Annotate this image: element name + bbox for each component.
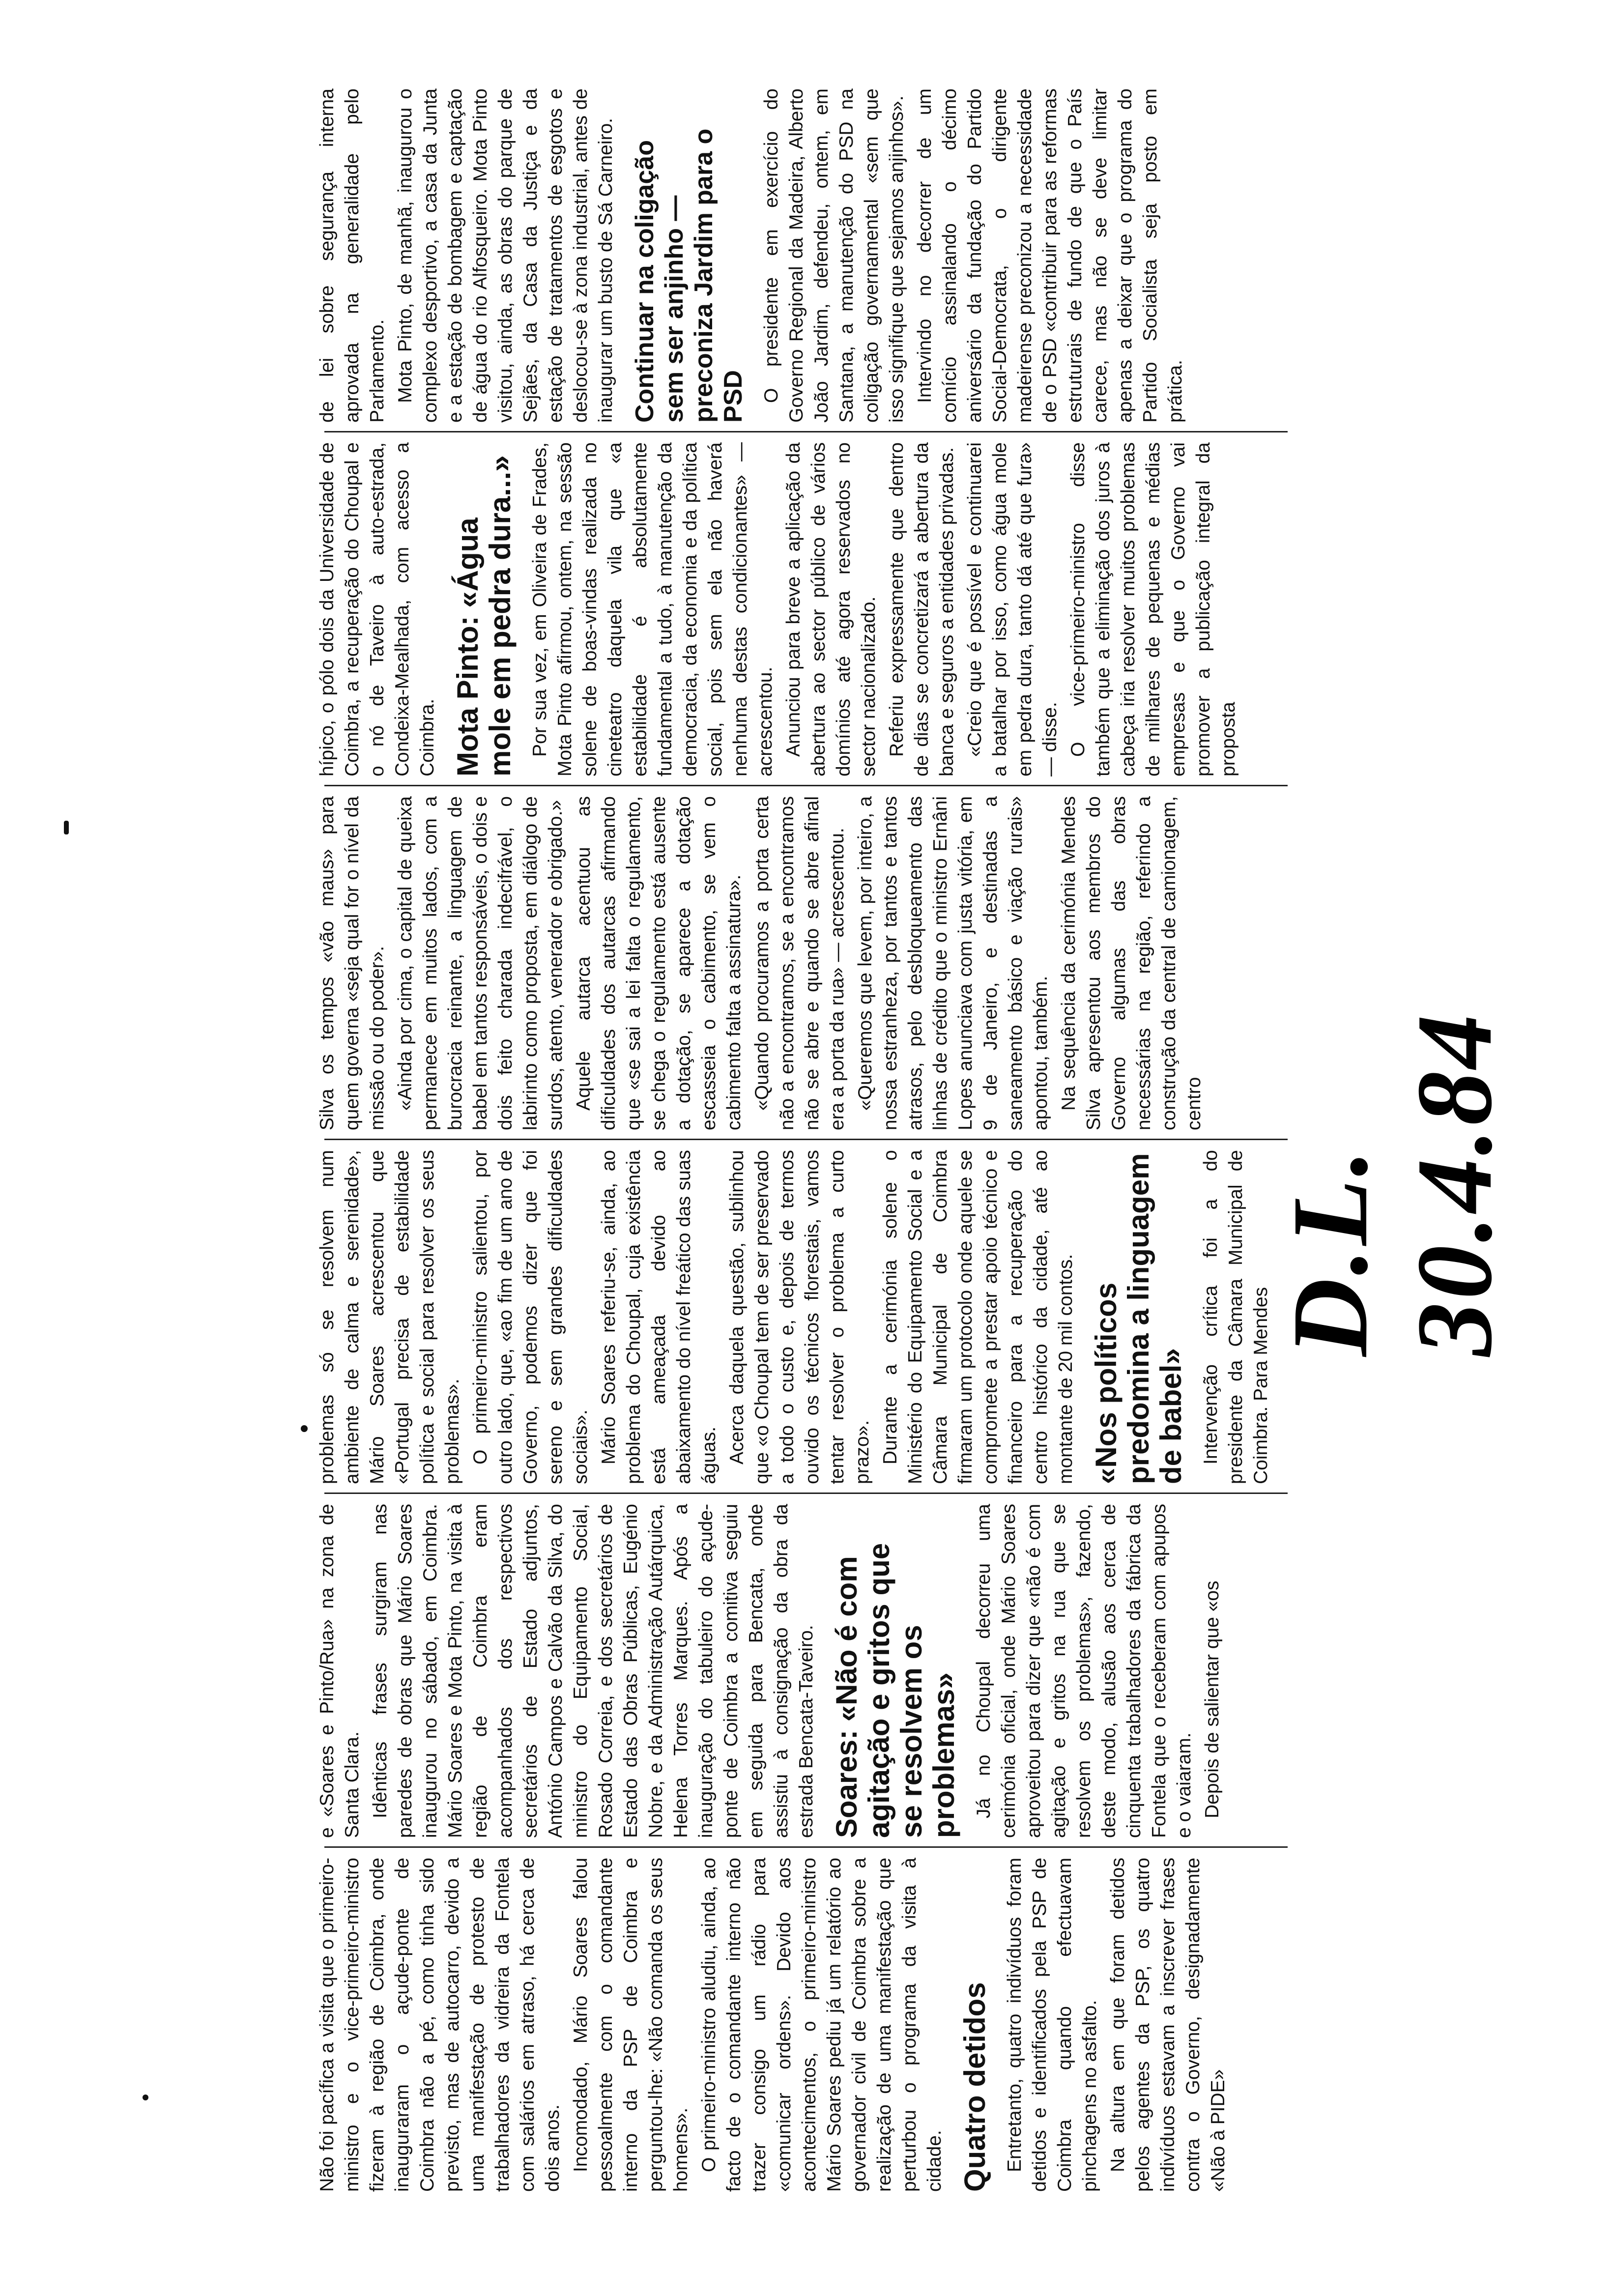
column-rule: [324, 1492, 1288, 1494]
handwritten-date-note: D.L. 30.4.84: [1270, 1011, 1514, 1356]
paragraph: Intervindo no decorrer de um comício assinalando o décimo aniversário da fundação do Partido Social-Democrata, o dirigente madeirense preconizou a necessidade de o PSD «contribuir para as reformas estruturais de fundo de que o País carece, mas não se deve limitar apenas a deixar que o programa do Partido Socialista seja posto em prática.: [914, 88, 1186, 423]
subheading: «Nos políticos predomina a linguagem de babel»: [1090, 1153, 1187, 1484]
paragraph: Intervenção crítica foi a do presidente da Câmara Municipal de Coimbra. Para Mendes: [1200, 1150, 1271, 1484]
paragraph: O presidente em exercício do Governo Regional da Madeira, Alberto João Jardim, defendeu, ontem, em Santana, a manutenção do PSD na coligação governamental «sem que isso signifique que sejamos anjinhos».: [761, 88, 907, 423]
paragraph: Acerca daquela questão, sublinhou que «o Choupal tem de ser preservado a todo o custo e, depois de termos ouvido os técnicos florestais, vamos tentar resolver o problema a curto prazo».: [726, 1150, 873, 1484]
scan-speck: [301, 1425, 308, 1432]
newspaper-clipping: [315, 79, 1297, 2192]
paragraph: Por sua vez, em Oliveira de Frades, Mota Pinto afirmou, ontem, na sessão solene de boas-vindas realizada no cineteatro daquela vila que «a estabilidade é absolutamente fundamental a tudo, à manutenção da democracia, da economia e da política social, pois sem ela não haverá nenhuma destas condicionantes» — acrescentou.: [529, 442, 776, 776]
paragraph: Silva os tempos «vão maus» para quem governa «seja qual for o nível da missão ou do poder».: [317, 796, 388, 1130]
paragraph: Durante a cerimónia solene o Ministério do Equipamento Social e a Câmara Municipal de Coimbra firmaram um protocolo onde aquele se compromete a prestar apoio técnico e financeiro para a recuperação do centro histórico da cidade, até ao montante de 20 mil contos.: [880, 1150, 1076, 1484]
subheading: Continuar na coligação sem ser anjinho — preconiza Jardim para o PSD: [631, 128, 748, 423]
paragraph: «Queremos que levem, por inteiro, a nossa estranheza, por tantos e tantos atrasos, pelo desbloqueamento das linhas de crédito que o ministro Ernâni Lopes anunciava com justa vitória, em 9 de Janeiro, e destinadas a saneamento básico e viação rurais» apontou, também.: [855, 796, 1051, 1130]
paragraph: O primeiro-ministro salientou, por outro lado, que, «ao fim de um ano de Governo, podemos dizer que foi sereno e sem grandes dificuldades sociais».: [470, 1150, 591, 1484]
paragraph: O primeiro-ministro aludiu, ainda, ao facto de o comandante interno não trazer consigo um rádio para «comunicar ordens». Devido aos acontecimentos, o primeiro-ministro Mário Soares pediu já um relatório ao governador civil de Coimbra sobre a realização de uma manifestação que perturbou o programa da visita à cidade.: [698, 1858, 945, 2192]
paragraph: O vice-primeiro-ministro disse também que a eliminação dos juros à cabeça iria resolver muitos problemas de milhares de pequenas e médias empresas e que o Governo vai promover a publicação integral da proposta: [1067, 442, 1239, 776]
paragraph: Mário Soares referiu-se, ainda, ao problema do Choupal, cuja existência está ameaçada devido ao abaixamento do nível freático das suas águas.: [598, 1150, 720, 1484]
paragraph: Na sequência da cerimónia Mendes Silva apresentou aos membros do Governo algumas das obras necessárias na região, referindo a construção da central de camionagem, centro: [1058, 796, 1205, 1130]
article-column-6: [315, 88, 1297, 423]
column-rule: [324, 1139, 1288, 1140]
column-rule: [324, 431, 1288, 432]
article-column-3: [315, 1150, 1297, 1484]
article-column-2: [315, 1504, 1297, 1838]
paragraph: «Creio que é possível e continuarei a batalhar por isso, como água mole em pedra dura, tanto dá até que fura» — disse.: [964, 442, 1061, 776]
paragraph: Incomodado, Mário Soares falou pessoalmente com o comandante interno da PSP de Coimbra e perguntou-lhe: «Não comanda os seus homens».: [570, 1858, 691, 2192]
subheading: Quatro detidos: [958, 1982, 991, 2192]
paragraph: Não foi pacífica a visita que o primeiro-ministro e o vice-primeiro-ministro fizeram à região de Coimbra, onde inauguraram o açude-ponte de Coimbra não a pé, como tinha sido previsto, mas de autocarro, devido a uma manifestação de protesto de trabalhadores da vidreira da Fontela com salários em atraso, há cerca de dois anos.: [317, 1858, 563, 2192]
paragraph: Depois de salientar que «os: [1202, 1580, 1223, 1818]
paragraph: Na altura em que foram detidos pelos agentes da PSP, os quatro indivíduos estavam a inscrever frases contra o Governo, designadamente «Não à PIDE»: [1107, 1858, 1229, 2192]
article-column-4: [315, 796, 1297, 1130]
paragraph: Anunciou para breve a aplicação da abertura ao sector público de vários domínios até agora reservados no sector nacionalizado.: [783, 442, 879, 776]
article-column-1: [315, 1858, 1297, 2192]
paragraph: «Quando procuramos a porta certa não a encontramos, se a encontramos não se abre e quando se abre afinal era a porta da rua» — acrescentou.: [751, 796, 848, 1130]
paragraph: Idênticas frases surgiram nas paredes de obras que Mário Soares inaugurou no sábado, em Coimbra. Mário Soares e Mota Pinto, na visita à região de Coimbra eram acompanhados dos respectivos secretários de Estado adjuntos, António Campos e Calvão da Silva, do ministro do Equipamento Social, Rosado Correia, e dos secretários de Estado das Obras Públicas, Eugénio Nobre, e da Administração Autárquica, Helena Torres Marques. Após a inauguração do tabuleiro do açude-ponte de Coimbra a comitiva seguiu em seguida para Bencata, onde assistiu à consignação da obra da estrada Bencata-Taveiro.: [370, 1504, 817, 1838]
paragraph: problemas só se resolvem num ambiente de calma e serenidade», Mário Soares acrescentou que «Portugal precisa de estabilidade política e social para resolver os seus problemas».: [317, 1150, 463, 1484]
paragraph: Entretanto, quatro indivíduos foram detidos e identificados pela PSP de Coimbra quando efectuavam pinchagens no asfalto.: [1004, 1858, 1100, 2192]
paragraph: hípico, o pólo dois da Universidade de Coimbra, a recuperação do Choupal e o nó de Taveiro à auto-estrada, Condeixa-Mealhada, com acesso a Coimbra.: [317, 442, 438, 776]
paragraph: Já no Choupal decorreu uma cerimónia oficial, onde Mário Soares aproveitou para dizer que «não é com agitação e gritos na rua que se resolvem os problemas», fazendo, deste modo, alusão aos cerca de cinquenta trabalhadores da fábrica da Fontela que o receberam com apupos e o vaiaram.: [973, 1504, 1195, 1838]
article-column-5: [315, 442, 1297, 776]
column-rule: [324, 1846, 1288, 1848]
column-rule: [324, 785, 1288, 786]
paragraph: e «Soares e Pinto/Rua» na zona de Santa Clara.: [317, 1504, 363, 1838]
paragraph: de lei sobre segurança interna aprovada na generalidade pelo Parlamento.: [317, 88, 388, 423]
scan-speck: [143, 2095, 148, 2100]
paragraph: Referiu expressamente que dentro de dias se concretizará a abertura da banca e seguros a entidades privadas.: [886, 442, 957, 776]
paragraph: Mota Pinto, de manhã, inaugurou o complexo desportivo, a casa da Junta e a estação de bombagem e captação de água do rio Alfosqueiro. Mota Pinto visitou, ainda, as obras do parque de Sejães, da Casa da Justiça e da estação de tratamentos de esgotos e deslocou-se à zona industrial, antes de inaugurar um busto de Sá Carneiro.: [395, 88, 616, 423]
paragraph: «Ainda por cima, o capital de queixa permanece em muitos lados, com a burocracia reinante, a linguagem de babel em tantos responsáveis, o dois e dois feito charada indecifrável, o labirinto como proposta, em diálogo de surdos, atento, venerador e obrigado.»: [395, 796, 566, 1130]
subheading: Soares: «Não é com agitação e gritos que se resolvem os problemas»: [830, 1543, 960, 1838]
subheading: Mota Pinto: «Água mole em pedra dura...»: [451, 455, 517, 776]
scan-speck: [64, 821, 69, 834]
paragraph: Aquele autarca acentuou as dificuldades dos autarcas afirmando que «se sai a lei falta o regulamento, se chega o regulamento está ausente a dotação, se aparece a dotação escasseia o cabimento, se vem o cabimento falta a assinatura».: [573, 796, 745, 1130]
